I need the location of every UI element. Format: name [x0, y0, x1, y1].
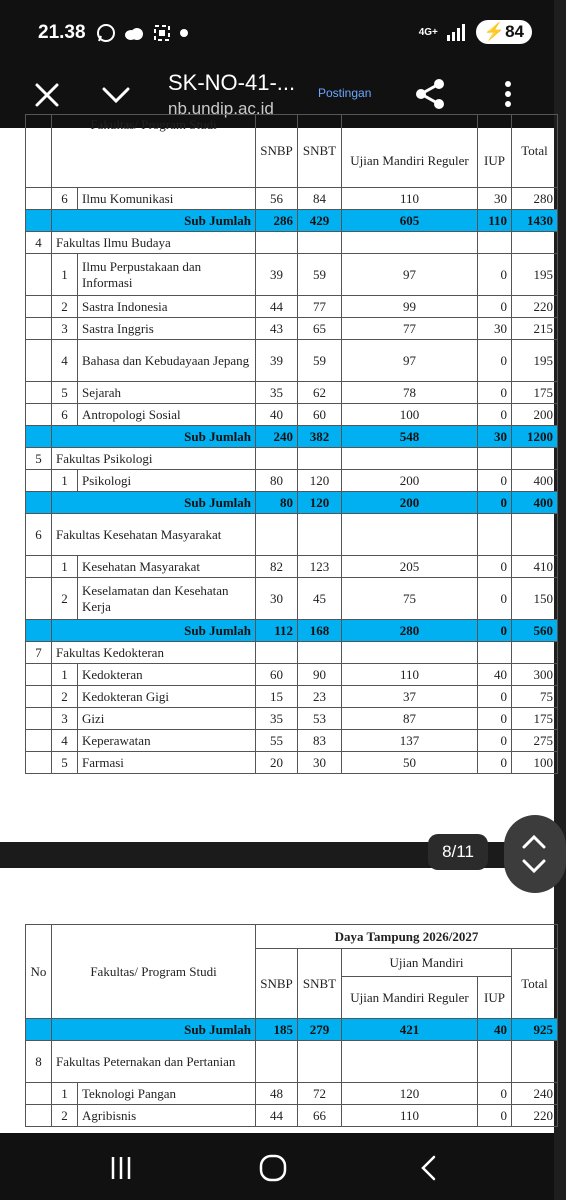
snbp-cell: 44	[256, 296, 298, 318]
faculty-row	[26, 448, 558, 470]
prodi-no-cell: 1	[52, 254, 78, 296]
umr-cell	[342, 514, 478, 556]
table-row	[26, 730, 558, 752]
umr-cell: 110	[342, 1105, 478, 1127]
snbp-cell	[256, 232, 298, 254]
snbp-cell: 15	[256, 686, 298, 708]
indent-cell	[26, 254, 52, 296]
snbt-cell: 72	[298, 1083, 342, 1105]
subtotal-label: Sub Jumlah	[52, 620, 256, 642]
prodi-no-cell: 3	[52, 318, 78, 340]
umr-cell: 280	[342, 620, 478, 642]
prodi-name-cell: Ilmu Perpustakaan dan Informasi	[78, 254, 256, 296]
snbt-cell	[298, 514, 342, 556]
indent-cell	[26, 730, 52, 752]
snbt-cell: 65	[298, 318, 342, 340]
total-cell: 175	[512, 708, 558, 730]
iup-cell: 40	[478, 1019, 512, 1041]
prodi-name-cell: Farmasi	[78, 752, 256, 774]
faculty-name-cell: Fakultas Kesehatan Masyarakat	[52, 514, 256, 556]
snbp-cell: 39	[256, 340, 298, 382]
header-umr: Ujian Mandiri Reguler	[342, 115, 478, 188]
prodi-no-cell: 1	[52, 470, 78, 492]
indent-cell	[26, 470, 52, 492]
table-row	[26, 1105, 558, 1127]
prodi-no-cell: 5	[52, 752, 78, 774]
header-snbp: SNBP	[256, 949, 298, 1019]
page-counter: 8/11	[428, 834, 488, 870]
table-row	[26, 404, 558, 426]
subtotal-row	[26, 210, 558, 232]
iup-cell: 0	[478, 1105, 512, 1127]
faculty-row	[26, 642, 558, 664]
table-header	[26, 115, 558, 188]
iup-cell: 0	[478, 296, 512, 318]
system-nav-bar	[0, 1133, 554, 1200]
header-daya-tampung: Daya Tampung 2026/2027	[256, 925, 558, 949]
table-row	[26, 254, 558, 296]
snbp-cell: 39	[256, 254, 298, 296]
total-cell: 280	[512, 188, 558, 210]
subtotal-row	[26, 426, 558, 448]
header-fakultas: Fakultas/ Program Studi	[52, 925, 256, 1019]
total-cell: 240	[512, 1083, 558, 1105]
umr-cell: 120	[342, 1083, 478, 1105]
subtotal-label: Sub Jumlah	[52, 426, 256, 448]
status-bar	[0, 0, 554, 62]
iup-cell: 0	[478, 340, 512, 382]
snbt-cell	[298, 448, 342, 470]
prodi-name-cell: Sastra Inggris	[78, 318, 256, 340]
iup-cell: 0	[478, 708, 512, 730]
snbt-cell	[298, 232, 342, 254]
snbp-cell: 56	[256, 188, 298, 210]
snbp-cell: 60	[256, 664, 298, 686]
prodi-no-cell: 2	[52, 1105, 78, 1127]
notification-icons	[96, 22, 188, 44]
iup-cell: 0	[478, 620, 512, 642]
total-cell: 400	[512, 492, 558, 514]
umr-cell: 75	[342, 578, 478, 620]
prodi-no-cell: 6	[52, 404, 78, 426]
prodi-no-cell: 3	[52, 708, 78, 730]
snbp-cell: 82	[256, 556, 298, 578]
umr-cell: 99	[342, 296, 478, 318]
umr-cell: 100	[342, 404, 478, 426]
table-row	[26, 188, 558, 210]
header-snbt: SNBT	[298, 949, 342, 1019]
total-cell: 195	[512, 254, 558, 296]
indent-cell	[26, 578, 52, 620]
table-row	[26, 470, 558, 492]
snbt-cell: 23	[298, 686, 342, 708]
snbp-cell: 240	[256, 426, 298, 448]
snbt-cell: 59	[298, 254, 342, 296]
umr-cell: 200	[342, 492, 478, 514]
umr-cell: 77	[342, 318, 478, 340]
snbp-cell: 35	[256, 382, 298, 404]
iup-cell	[478, 514, 512, 556]
total-cell	[512, 642, 558, 664]
snbt-cell	[298, 1041, 342, 1083]
indent-cell	[26, 340, 52, 382]
no-cell	[26, 426, 52, 448]
indent-cell	[26, 556, 52, 578]
prodi-no-cell: 2	[52, 686, 78, 708]
total-cell: 200	[512, 404, 558, 426]
umr-cell: 110	[342, 664, 478, 686]
snbt-cell: 60	[298, 404, 342, 426]
table-row	[26, 708, 558, 730]
prodi-name-cell: Kesehatan Masyarakat	[78, 556, 256, 578]
prodi-name-cell: Gizi	[78, 708, 256, 730]
iup-cell: 0	[478, 752, 512, 774]
subtotal-label: Sub Jumlah	[52, 492, 256, 514]
no-cell	[26, 620, 52, 642]
umr-cell	[342, 642, 478, 664]
snbp-cell: 40	[256, 404, 298, 426]
prodi-no-cell: 5	[52, 382, 78, 404]
faculty-row	[26, 232, 558, 254]
prodi-name-cell: Agribisnis	[78, 1105, 256, 1127]
snbp-cell: 80	[256, 492, 298, 514]
header-iup: IUP	[478, 977, 512, 1019]
document-page-8	[0, 898, 554, 1133]
indent-cell	[26, 686, 52, 708]
share-icon[interactable]	[412, 76, 448, 112]
header-snbt: SNBT	[298, 115, 342, 188]
snbt-cell: 84	[298, 188, 342, 210]
iup-cell: 30	[478, 426, 512, 448]
iup-cell: 110	[478, 210, 512, 232]
total-cell: 400	[512, 470, 558, 492]
faculty-no-cell: 6	[26, 514, 52, 556]
prodi-name-cell: Keselamatan dan Kesehatan Kerja	[78, 578, 256, 620]
umr-cell: 205	[342, 556, 478, 578]
total-cell: 1200	[512, 426, 558, 448]
umr-cell	[342, 448, 478, 470]
total-cell: 560	[512, 620, 558, 642]
prodi-no-cell: 4	[52, 340, 78, 382]
table-row	[26, 664, 558, 686]
iup-cell: 0	[478, 1083, 512, 1105]
faculty-row	[26, 1041, 558, 1083]
indent-cell	[26, 664, 52, 686]
snbp-cell: 112	[256, 620, 298, 642]
umr-cell: 605	[342, 210, 478, 232]
screenshot-icon	[152, 23, 172, 43]
dot-icon	[180, 29, 188, 37]
total-cell	[512, 1041, 558, 1083]
battery-indicator: ⚡84	[476, 20, 532, 44]
snbp-cell: 43	[256, 318, 298, 340]
whatsapp-icon	[96, 23, 116, 43]
umr-cell	[342, 232, 478, 254]
snbt-cell: 382	[298, 426, 342, 448]
prodi-name-cell: Teknologi Pangan	[78, 1083, 256, 1105]
faculty-no-cell: 7	[26, 642, 52, 664]
total-cell: 220	[512, 1105, 558, 1127]
iup-cell: 0	[478, 254, 512, 296]
snbt-cell: 90	[298, 664, 342, 686]
iup-cell: 0	[478, 382, 512, 404]
system-indicators	[419, 20, 532, 44]
snbt-cell: 45	[298, 578, 342, 620]
cloud-icon	[124, 26, 144, 40]
umr-cell: 200	[342, 470, 478, 492]
prodi-no-cell: 1	[52, 556, 78, 578]
umr-cell: 97	[342, 254, 478, 296]
indent-cell	[26, 1105, 52, 1127]
umr-cell: 87	[342, 708, 478, 730]
iup-cell: 40	[478, 664, 512, 686]
indent-cell	[26, 752, 52, 774]
subtotal-label: Sub Jumlah	[52, 210, 256, 232]
table-row	[26, 296, 558, 318]
iup-cell: 0	[478, 470, 512, 492]
prodi-name-cell: Ilmu Komunikasi	[78, 188, 256, 210]
snbt-cell: 66	[298, 1105, 342, 1127]
table-row	[26, 752, 558, 774]
umr-cell: 78	[342, 382, 478, 404]
no-cell	[26, 210, 52, 232]
fast-scroll-handle[interactable]	[504, 815, 566, 893]
snbt-cell: 30	[298, 752, 342, 774]
table-row	[26, 556, 558, 578]
table-body	[26, 188, 558, 774]
snbp-cell: 185	[256, 1019, 298, 1041]
umr-cell: 548	[342, 426, 478, 448]
iup-cell: 30	[478, 188, 512, 210]
snbt-cell: 120	[298, 492, 342, 514]
snbt-cell: 429	[298, 210, 342, 232]
iup-cell: 0	[478, 404, 512, 426]
header-umr: Ujian Mandiri Reguler	[342, 977, 478, 1019]
faculty-name-cell: Fakultas Psikologi	[52, 448, 256, 470]
scroll-arrows-icon	[504, 815, 566, 893]
total-cell	[512, 232, 558, 254]
header-iup: IUP	[478, 115, 512, 188]
total-cell: 195	[512, 340, 558, 382]
prodi-no-cell: 4	[52, 730, 78, 752]
total-cell	[512, 514, 558, 556]
snbp-cell	[256, 1041, 298, 1083]
table-row	[26, 578, 558, 620]
faculty-name-cell: Fakultas Peternakan dan Pertanian	[52, 1041, 256, 1083]
snbp-cell: 286	[256, 210, 298, 232]
indent-cell	[26, 404, 52, 426]
faculty-name-cell: Fakultas Kedokteran	[52, 642, 256, 664]
indent-cell	[26, 318, 52, 340]
subtotal-row	[26, 492, 558, 514]
document-url: nb.undip.ac.id	[168, 99, 274, 118]
prodi-name-cell: Antropologi Sosial	[78, 404, 256, 426]
header-snbp: SNBP	[256, 115, 298, 188]
battery-level: 84	[505, 22, 524, 41]
header-ujian-mandiri: Ujian Mandiri	[342, 949, 512, 977]
indent-cell	[26, 382, 52, 404]
total-cell: 1430	[512, 210, 558, 232]
iup-cell	[478, 642, 512, 664]
subtotal-row	[26, 1019, 558, 1041]
status-time: 21.38	[38, 22, 86, 43]
iup-cell	[478, 1041, 512, 1083]
snbp-cell: 44	[256, 1105, 298, 1127]
total-cell	[512, 448, 558, 470]
snbp-cell	[256, 642, 298, 664]
total-cell: 150	[512, 578, 558, 620]
total-cell: 410	[512, 556, 558, 578]
snbt-cell: 53	[298, 708, 342, 730]
table-body	[26, 1019, 558, 1127]
iup-cell: 0	[478, 578, 512, 620]
total-cell: 220	[512, 296, 558, 318]
total-cell: 215	[512, 318, 558, 340]
faculty-row	[26, 514, 558, 556]
table-row	[26, 686, 558, 708]
snbp-cell: 55	[256, 730, 298, 752]
snbt-cell: 123	[298, 556, 342, 578]
indent-cell	[26, 1083, 52, 1105]
header-no-cell	[26, 115, 52, 188]
iup-cell: 0	[478, 492, 512, 514]
prodi-no-cell: 1	[52, 1083, 78, 1105]
no-cell	[26, 492, 52, 514]
signal-icon	[446, 23, 468, 41]
umr-cell: 421	[342, 1019, 478, 1041]
total-cell: 75	[512, 686, 558, 708]
umr-cell: 97	[342, 340, 478, 382]
header-no: No	[26, 925, 52, 1019]
iup-cell: 0	[478, 686, 512, 708]
prodi-name-cell: Kedokteran	[78, 664, 256, 686]
umr-cell: 50	[342, 752, 478, 774]
recents-icon[interactable]	[106, 1153, 136, 1183]
faculty-no-cell: 5	[26, 448, 52, 470]
iup-cell: 0	[478, 730, 512, 752]
faculty-no-cell: 8	[26, 1041, 52, 1083]
header-total: Total	[512, 115, 558, 188]
postingan-label[interactable]: Postingan	[318, 86, 372, 100]
subtotal-row	[26, 620, 558, 642]
total-cell: 100	[512, 752, 558, 774]
prodi-no-cell: 1	[52, 664, 78, 686]
header-fakultas: Fakultas/ Program Studi	[52, 115, 256, 188]
prodi-name-cell: Kedokteran Gigi	[78, 686, 256, 708]
indent-cell	[26, 296, 52, 318]
iup-cell: 30	[478, 318, 512, 340]
prodi-name-cell: Bahasa dan Kebudayaan Jepang	[78, 340, 256, 382]
home-icon[interactable]	[258, 1153, 288, 1183]
prodi-no-cell: 6	[52, 188, 78, 210]
umr-cell: 37	[342, 686, 478, 708]
snbt-cell: 77	[298, 296, 342, 318]
table-row	[26, 340, 558, 382]
document-page-7	[0, 117, 554, 814]
prodi-name-cell: Keperawatan	[78, 730, 256, 752]
total-cell: 175	[512, 382, 558, 404]
iup-cell	[478, 232, 512, 254]
snbt-cell	[298, 642, 342, 664]
snbt-cell: 279	[298, 1019, 342, 1041]
snbt-cell: 59	[298, 340, 342, 382]
iup-cell	[478, 448, 512, 470]
umr-cell: 137	[342, 730, 478, 752]
indent-cell	[26, 188, 52, 210]
snbt-cell: 83	[298, 730, 342, 752]
chevron-down-icon[interactable]	[98, 80, 134, 110]
table-row	[26, 318, 558, 340]
table-row	[26, 382, 558, 404]
network-type: 4G+	[418, 26, 438, 38]
snbt-cell: 168	[298, 620, 342, 642]
iup-cell: 0	[478, 556, 512, 578]
snbp-cell: 80	[256, 470, 298, 492]
prodi-no-cell: 2	[52, 296, 78, 318]
prodi-name-cell: Sastra Indonesia	[78, 296, 256, 318]
umr-cell	[342, 1041, 478, 1083]
capacity-table	[25, 114, 558, 774]
umr-cell: 110	[342, 188, 478, 210]
snbt-cell: 120	[298, 470, 342, 492]
total-cell: 925	[512, 1019, 558, 1041]
snbp-cell: 48	[256, 1083, 298, 1105]
faculty-no-cell: 4	[26, 232, 52, 254]
snbp-cell: 30	[256, 578, 298, 620]
snbp-cell: 20	[256, 752, 298, 774]
snbp-cell: 35	[256, 708, 298, 730]
snbt-cell: 62	[298, 382, 342, 404]
subtotal-label: Sub Jumlah	[52, 1019, 256, 1041]
prodi-name-cell: Psikologi	[78, 470, 256, 492]
header-total: Total	[512, 949, 558, 1019]
total-cell: 275	[512, 730, 558, 752]
snbp-cell	[256, 448, 298, 470]
prodi-no-cell: 2	[52, 578, 78, 620]
back-icon[interactable]	[414, 1153, 444, 1183]
faculty-name-cell: Fakultas Ilmu Budaya	[52, 232, 256, 254]
table-header	[26, 925, 558, 1019]
indent-cell	[26, 708, 52, 730]
capacity-table-page-8	[25, 924, 558, 1127]
total-cell: 300	[512, 664, 558, 686]
prodi-name-cell: Sejarah	[78, 382, 256, 404]
snbp-cell	[256, 514, 298, 556]
table-row	[26, 1083, 558, 1105]
more-options-icon[interactable]	[496, 76, 520, 112]
no-cell	[26, 1019, 52, 1041]
close-icon[interactable]	[30, 78, 64, 112]
document-title: SK-NO-41-...	[168, 70, 296, 95]
